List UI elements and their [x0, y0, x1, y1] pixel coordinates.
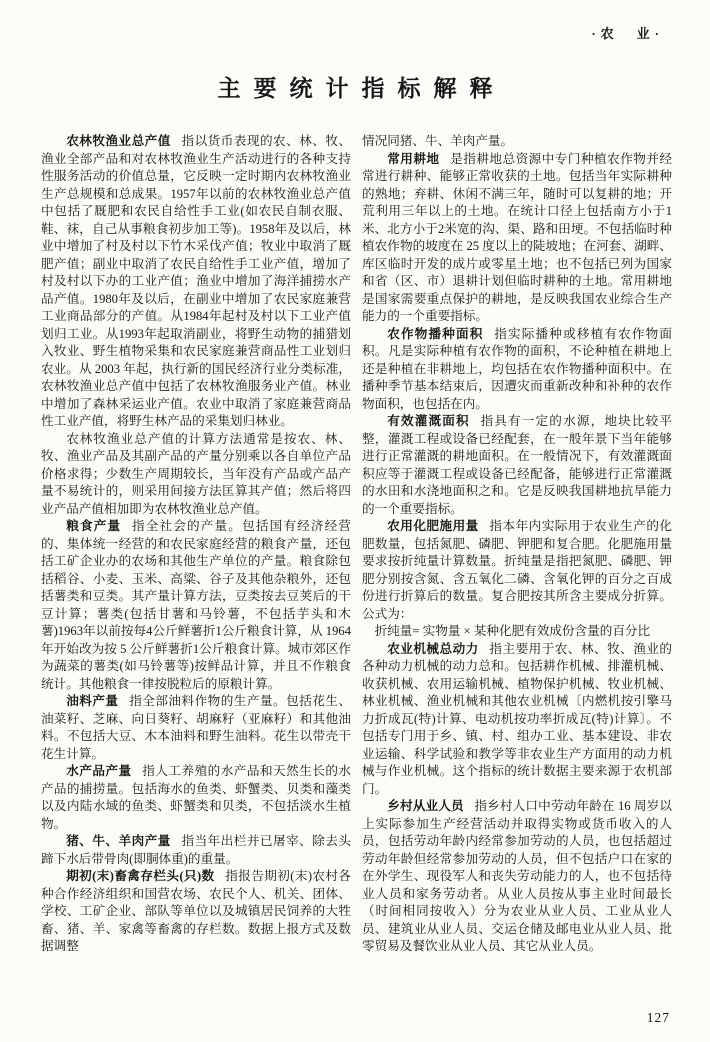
paragraph-body: 指本年内实际用于农业生产的化肥数量，包括氮肥、磷肥、钾肥和复合肥。化肥施用量要求按折纯量计算数量。折纯量是指把氮肥、磷肥、钾肥分别按含氮、含五氧化二磷、含氧化钾的百分之百成份进行折算后的数量。复合肥按其所含主要成分折算。公式为：	[362, 519, 673, 621]
term-label: 农业机械总动力	[387, 641, 479, 656]
paragraph-irrigated-area	[362, 413, 672, 518]
paragraph-oil-output	[41, 693, 351, 763]
term-label: 水产品产量	[66, 764, 132, 778]
term-label: 有效灌溉面积	[387, 414, 470, 428]
paragraph-body: 情况同猪、牛、羊肉产量。	[362, 134, 514, 148]
paragraph-aquatic-output	[41, 763, 351, 833]
section-label: ·农 业·	[591, 26, 664, 41]
paragraph-fertilizer-use	[362, 518, 672, 623]
paragraph-body: 指实际播种或移植有农作物面积。凡是实际种植有农作物的面积，不论种植在耕地上还是种植在非耕地上，均包括在农作物播种面积中。在播种季节基本结束后，因遭灾而重新改种和补种的农作物面积，也包括在内。	[362, 326, 673, 411]
term-label: 猪、牛、羊肉产量	[66, 834, 171, 848]
paragraph-calculation-method	[41, 431, 351, 519]
term-label: 农作物播种面积	[387, 326, 484, 341]
term-label: 粮食产量	[66, 519, 122, 533]
paragraph-body: 指主要用于农、林、牧、渔业的各种动力机械的动力总和。包括耕作机械、排灌机械、收获机械、农用运输机械、植物保护机械、牧业机械、林业机械、渔业机械和其他农业机械〔内燃机按引擎马力折成瓦(特)计算、电动机按功率折成瓦(特)计算〕。不包括专门用于乡、镇、村、组办工业、基本建设、非农业运输、科学试验和教学等非农业生产方面用的动力机械与作业机械。这个指标的统计数据主要来源于农机部门。	[362, 641, 673, 796]
formula-line	[362, 623, 672, 641]
term-label: 农林牧渔业总产值	[66, 134, 171, 148]
paragraph-body: 指以货币表现的农、林、牧、渔业全部产品和对农林牧渔业生产活动进行的各种支持性服务活动的价值总量，它反映一定时期内农林牧渔业生产总规模和总成果。1957年以前的农林牧渔业总产值中包括了厩肥和农民自给性手工业(如农民自制衣服、鞋、袜，自己从事粮食初步加工等)。1958年及以后，林业中增加了村及村以下竹木采伐产值；牧业中取消了厩肥产值；副业中取消了农民自给性手工业产值，增加了村及村以下办的工业产值；渔业中增加了海洋捕捞水产品产值。1980年及以后，在副业中增加了农民家庭兼营工业商品部分的产值。从1984年起村及村以下工业产值划归工业。从1993年起取消副业，将野生动物的捕猎划入牧业、野生植物采集和农民家庭兼营商品性工业划归农业。从 2003 年起，执行新的国民经济行业分类标准，农林牧渔业总产值中包括了农林牧渔服务业产值。林业中增加了森林采运业产值。农业中取消了家庭兼营商品性工业产值，将野生林产品的采集划归林业。	[41, 134, 352, 428]
paragraph-body: 指当年出栏并已屠宰、除去头蹄下水后带骨肉(即胴体重)的重量。	[41, 834, 352, 866]
paragraph-grain-output	[41, 518, 351, 693]
paragraph-meat-output	[41, 833, 351, 868]
paragraph-machinery-power	[362, 641, 672, 799]
column-right	[362, 133, 672, 956]
paragraph-body: 指报告期初(末)农村各种合作经济组织和国营农场、农民个人、机关、团体、学校、工矿企业、部队等单位以及城镇居民饲养的大牲畜、猪、羊、家禽等畜禽的存栏数。数据上报方式及数据调整	[41, 869, 352, 953]
term-label: 常用耕地	[387, 151, 440, 166]
paragraph-body: 农林牧渔业总产值的计算方法通常是按农、林、牧、渔业产品及其副产品的产量分别乘以各自单位产品价格求得；少数生产周期较长，当年没有产品或产品产量不易统计的，则采用间接方法匡算其产值；然后将四业产品产值相加即为农林牧渔业总产值。	[41, 431, 351, 516]
paragraph-regular-cultivated-land	[362, 151, 672, 326]
term-label: 乡村从业人员	[387, 799, 464, 813]
term-label: 油料产量	[66, 694, 119, 708]
page-number: 127	[646, 1010, 670, 1025]
paragraph-body: 指人工养殖的水产品和天然生长的水产品的捕捞量。包括海水的鱼类、虾蟹类、贝类和藻类以及内陆水域的鱼类、虾蟹类和贝类，不包括淡水生植物。	[41, 764, 352, 831]
paragraph-sown-area	[362, 326, 672, 414]
paragraph-rural-laborers	[362, 798, 672, 956]
paragraph-body: 指全部油料作物的生产量。包括花生、油菜籽、芝麻、向日葵籽、胡麻籽（亚麻籽）和其他油料。不包括大豆、木本油料和野生油料。花生以带壳干花生计算。	[41, 694, 352, 761]
paragraph-livestock-inventory	[41, 868, 351, 956]
formula-text: 折纯量= 实物量 × 某种化肥有效成份含量的百分比	[374, 624, 651, 638]
paragraph-body: 指乡村人口中劳动年龄在 16 周岁以上实际参加生产经营活动并取得实物或货币收入的人员，包括劳动年龄内经常参加劳动的人员，也包括超过劳动年龄但经常参加劳动的人员，但不包括户口在家的在外学生、现役军人和丧失劳动能力的人，也不包括待业人员和家务劳动者。从业人员按从事主业时间最长（时间相同按收入）分为农业从业人员、工业从业人员、建筑业从业人员、交运仓储及邮电业从业人员、批零贸易及餐饮业从业人员、其它从业人员。	[362, 799, 673, 953]
term-label: 期初(末)畜禽存栏头(只)数	[66, 869, 215, 883]
paragraph-livestock-continuation	[362, 133, 672, 151]
paragraph-body: 是指耕地总资源中专门种植农作物并经常进行耕种、能够正常收获的土地。包括当年实际耕种的熟地；弃耕、休闲不满三年，随时可以复耕的地；开荒利用三年以上的土地。在统计口径上包括南方小于1米、北方小于2米宽的沟、渠、路和田埂。不包括临时种植农作物的坡度在 25 度以上的陡坡地；在河套、湖畔、库区临时开发的成片或零星土地；也不包括已列为国家和省（区、市）退耕计划但临时耕种的土地。常用耕地是国家需要重点保护的耕地，是反映我国农业综合生产能力的一个重要指标。	[362, 151, 673, 323]
page-title: 主要统计指标解释	[217, 76, 506, 102]
paragraph-gross-output-value	[41, 133, 351, 431]
term-label: 农用化肥施用量	[387, 519, 479, 533]
paragraph-body: 指具有一定的水源，地块比较平整，灌溉工程或设备已经配套，在一般年景下当年能够进行正常灌溉的耕地面积。在一般情况下，有效灌溉面积应等于灌溉工程或设备已经配备，能够进行正常灌溉的水田和水浇地面积之和。它是反映我国耕地抗旱能力的一个重要指标。	[362, 414, 673, 516]
paragraph-body: 指全社会的产量。包括国有经济经营的、集体统一经营的和农民家庭经营的粮食产量，还包括工矿企业办的农场和其他生产单位的产量。粮食除包括稻谷、小麦、玉米、高粱、谷子及其他杂粮外，还包括薯类和豆类。其产量计算方法，豆类按去豆荚后的干豆计算；薯类(包括甘薯和马铃薯，不包括芋头和木薯)1963年以前按每4公斤鲜薯折1公斤粮食计算，从 1964 年开始改为按 5 公斤鲜薯折1公斤粮食计算。城市郊区作为蔬菜的薯类(如马铃薯等)按鲜品计算，并且不作粮食统计。其他粮食一律按脱粒后的原粮计算。	[41, 519, 352, 691]
column-left	[41, 133, 351, 956]
